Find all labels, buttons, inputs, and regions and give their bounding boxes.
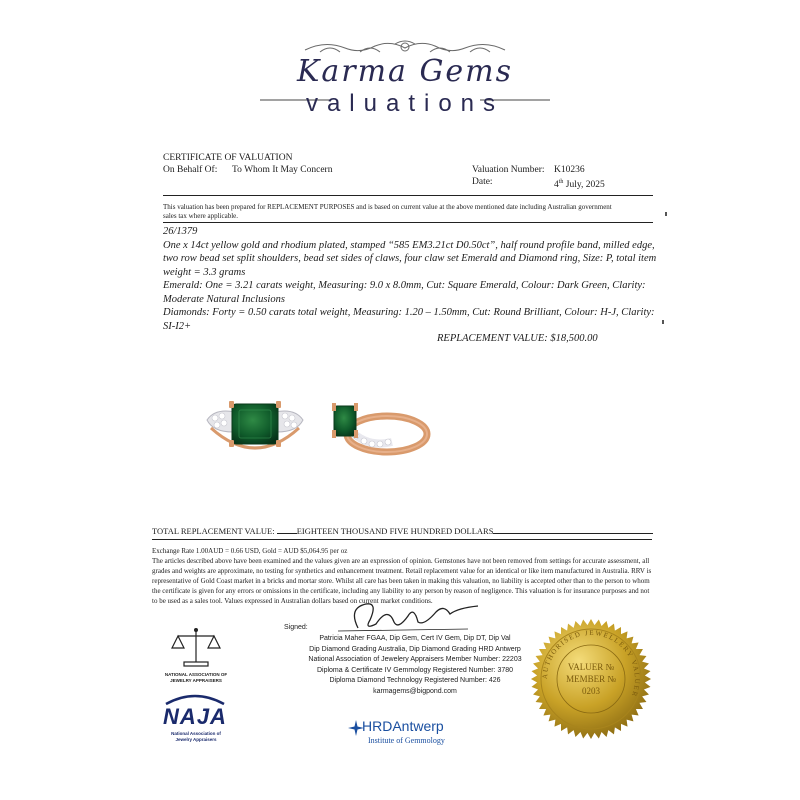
disclaimer <box>152 546 652 606</box>
gold-valuer-seal-icon <box>530 618 652 740</box>
brand-subtitle: valuations <box>305 90 505 117</box>
margin-mark <box>662 320 664 324</box>
on-behalf-label: On Behalf Of: <box>163 165 218 175</box>
replacement-value: REPLACEMENT VALUE: $18,500.00 <box>437 333 598 344</box>
naa-caption: NATIONAL ASSOCIATION OF JEWELRY APPRAISERS <box>164 672 228 683</box>
on-behalf-value: To Whom It May Concern <box>232 165 333 175</box>
credential-line: Patricia Maher FGAA, Dip Gem, Cert IV Gem, Dip DT, Dip Val <box>319 635 511 642</box>
exchange-rate: Exchange Rate 1.00AUD = 0.66 USD, Gold = AUD $5,064.95 per oz <box>152 547 348 555</box>
ring-side-photo <box>322 400 432 462</box>
purpose-line-1: This valuation has been prepared for REPLACEMENT PURPOSES and is based on current value at the above mentioned date including Australian government <box>163 203 612 211</box>
purpose-line-2: sales tax where applicable. <box>163 212 239 220</box>
total-replacement-line <box>152 526 652 536</box>
naja-logo: NAJA <box>163 704 227 729</box>
credential-line: Dip Diamond Grading Australia, Dip Diamond Grading HRD Antwerp <box>309 645 521 653</box>
total-divider <box>152 539 652 540</box>
seal-center-line-1: VALUER № <box>567 662 615 672</box>
hrd-antwerp-logo: HRDAntwerp <box>362 718 444 734</box>
valuation-number-label: Valuation Number: <box>472 165 545 175</box>
margin-mark <box>665 212 667 216</box>
signed-label: Signed: <box>284 624 308 631</box>
scales-of-justice-icon <box>170 626 222 670</box>
certificate-title: CERTIFICATE OF VALUATION <box>163 153 293 163</box>
brand-name: Karma Gems <box>296 54 514 89</box>
item-reference: 26/1379 <box>163 226 198 237</box>
credential-line: Diploma Diamond Technology Registered Number: 426 <box>329 677 501 685</box>
seal-center-line-2: MEMBER № <box>566 674 616 684</box>
date-value: 4th July, 2025 <box>554 179 605 191</box>
ring-front-photo <box>205 398 305 466</box>
credential-line: National Association of Jewelery Appraisers Member Number: 22203 <box>308 656 522 664</box>
date-label: Date: <box>472 177 493 187</box>
naja-caption: National Association of Jewelry Appraisers <box>171 731 221 742</box>
handwritten-signature <box>318 598 498 636</box>
seal-ring-text: AUTHORISED JEWELLERY VALUER <box>540 628 642 699</box>
contact-email: karmagems@bigpond.com <box>373 687 457 695</box>
total-value-words: EIGHTEEN THOUSAND FIVE HUNDRED DOLLARS <box>296 526 494 536</box>
hrd-subtitle: Institute of Gemmology <box>368 736 445 745</box>
total-label: TOTAL REPLACEMENT VALUE: <box>152 526 275 536</box>
item-description <box>163 225 668 333</box>
diamond-details: Diamonds: Forty = 0.50 carats total weight, Measuring: 1.20 – 1.50mm, Cut: Round Brilliant, Colour: H-J, Clarity: SI-I2+ <box>163 307 655 332</box>
credential-line: Diploma & Certificate IV Gemmology Registered Number: 3780 <box>316 666 514 674</box>
ring-description: One x 14ct yellow gold and rhodium plated, stamped “585 EM3.21ct D0.50ct”, half round profile band, milled edge, two row bead set split shoulders, bead set sides of claws, four claw set Emerald and Diamond ring, Size: P, total item weight = 3.3 grams <box>163 239 657 278</box>
karma-gems-logo <box>260 38 550 120</box>
valuation-number-value: K10236 <box>554 165 585 175</box>
seal-center-line-3: 0203 <box>582 686 600 696</box>
purpose-divider <box>163 222 653 223</box>
emerald-details: Emerald: One = 3.21 carats weight, Measuring: 9.0 x 8.0mm, Cut: Square Emerald, Colour: Dark Green, Clarity: Moderate Natural Inclusions <box>163 280 646 305</box>
disclaimer-text: The articles described above have been examined and the values given are an expression of opinion. Gemstones have not been removed from settings for accurate assessment, all grades and weights are approximate, no testing for synthetics and enhancement treatment. Retail replacement value for an identical or like item manufactured in Australia. RRV is representative of Gold Coast market in a bricks and mortar store. Whilst all care has been taken in making this valuation, no liability is accepted other than to the person to whom the certificate is given for any errors or omissions in the certificate, including any liability to any person by reason of negligence. This valuation is for insurance purposes and not to be used as a sales tool. Values expressed in Australian dollars based on current market conditions. <box>152 557 652 605</box>
header-divider <box>163 195 653 196</box>
